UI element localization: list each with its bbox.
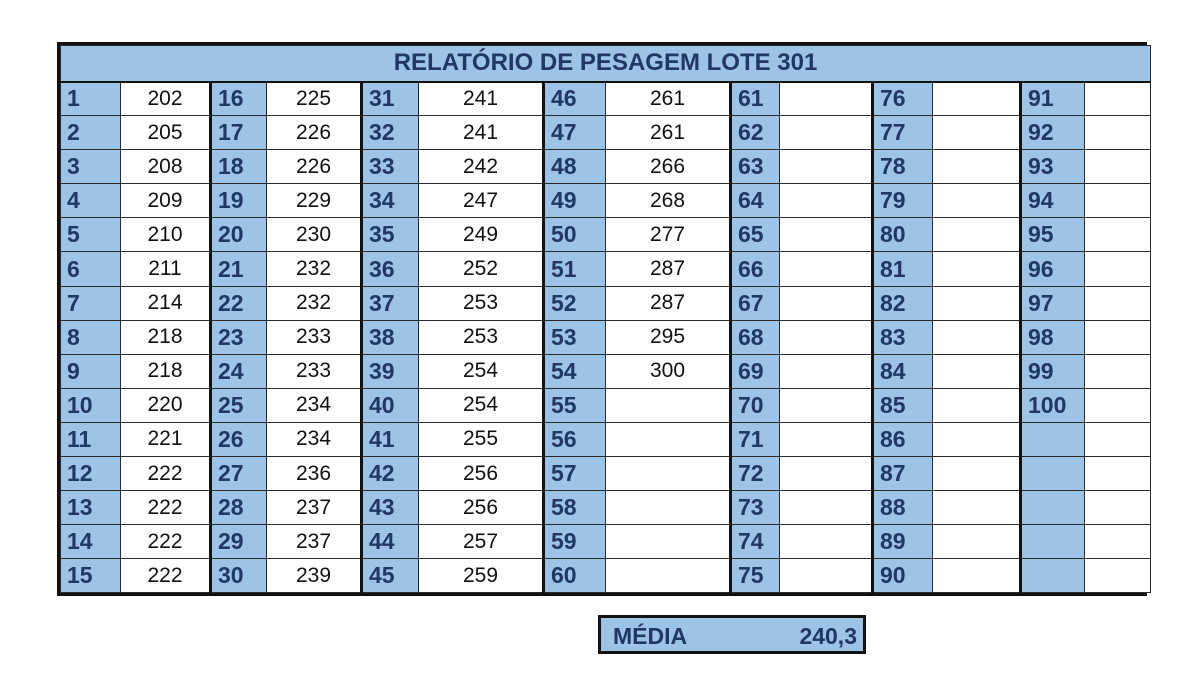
animal-number-cell: 94 [1021,184,1085,218]
weight-cell [933,82,1021,116]
weight-cell: 237 [267,525,362,559]
weight-cell [1085,457,1151,491]
weight-cell [1085,388,1151,422]
weight-cell [1085,525,1151,559]
animal-number-cell: 42 [362,457,419,491]
weight-cell [780,559,873,593]
weight-cell [606,559,731,593]
weight-cell [1085,286,1151,320]
animal-number-cell: 12 [61,457,121,491]
animal-number-cell: 23 [211,320,267,354]
animal-number-cell: 45 [362,559,419,593]
table-row [61,491,1151,525]
animal-number-cell [1021,559,1085,593]
animal-number-cell: 2 [61,116,121,150]
weight-cell: 226 [267,116,362,150]
table-row [61,559,1151,593]
animal-number-cell [1021,457,1085,491]
weight-cell [780,457,873,491]
weight-cell [933,286,1021,320]
animal-number-cell: 36 [362,252,419,286]
animal-number-cell: 9 [61,354,121,388]
animal-number-cell: 67 [731,286,780,320]
animal-number-cell: 74 [731,525,780,559]
animal-number-cell: 100 [1021,388,1085,422]
animal-number-cell: 25 [211,388,267,422]
animal-number-cell: 62 [731,116,780,150]
weight-cell: 214 [121,286,211,320]
table-body [61,82,1151,593]
weight-cell: 220 [121,388,211,422]
weight-cell [933,525,1021,559]
animal-number-cell: 83 [873,320,933,354]
table-row [61,320,1151,354]
animal-number-cell: 69 [731,354,780,388]
weight-cell: 259 [419,559,544,593]
weight-cell [933,184,1021,218]
animal-number-cell: 54 [544,354,606,388]
animal-number-cell: 35 [362,218,419,252]
weight-cell: 211 [121,252,211,286]
animal-number-cell [1021,525,1085,559]
weight-cell [1085,354,1151,388]
weight-cell [1085,559,1151,593]
animal-number-cell: 46 [544,82,606,116]
animal-number-cell: 8 [61,320,121,354]
animal-number-cell: 15 [61,559,121,593]
weighing-table [60,45,1151,593]
weight-cell: 241 [419,82,544,116]
animal-number-cell: 13 [61,491,121,525]
weight-cell [1085,252,1151,286]
weight-cell: 209 [121,184,211,218]
animal-number-cell: 96 [1021,252,1085,286]
weight-cell [606,525,731,559]
weight-cell: 208 [121,150,211,184]
weight-cell: 222 [121,559,211,593]
weight-cell: 256 [419,457,544,491]
weight-cell [933,491,1021,525]
animal-number-cell: 70 [731,388,780,422]
weight-cell [780,82,873,116]
weight-cell [933,320,1021,354]
animal-number-cell: 58 [544,491,606,525]
weight-cell: 234 [267,388,362,422]
table-row [61,252,1151,286]
animal-number-cell: 11 [61,422,121,456]
weight-cell [780,218,873,252]
animal-number-cell: 50 [544,218,606,252]
table-row [61,150,1151,184]
weight-cell: 261 [606,116,731,150]
animal-number-cell: 90 [873,559,933,593]
title-row [61,46,1151,82]
weight-cell [780,116,873,150]
animal-number-cell: 10 [61,388,121,422]
animal-number-cell [1021,491,1085,525]
weight-cell: 221 [121,422,211,456]
weight-cell: 253 [419,286,544,320]
animal-number-cell: 52 [544,286,606,320]
animal-number-cell: 71 [731,422,780,456]
weight-cell [606,491,731,525]
weight-cell: 252 [419,252,544,286]
weight-cell: 241 [419,116,544,150]
weight-cell [933,218,1021,252]
animal-number-cell: 43 [362,491,419,525]
weight-cell [1085,218,1151,252]
weight-cell [780,422,873,456]
animal-number-cell: 21 [211,252,267,286]
table-row [61,116,1151,150]
weight-cell [933,457,1021,491]
animal-number-cell: 80 [873,218,933,252]
animal-number-cell: 34 [362,184,419,218]
table-row [61,525,1151,559]
table-row [61,184,1151,218]
weight-cell: 202 [121,82,211,116]
weight-cell: 268 [606,184,731,218]
animal-number-cell: 81 [873,252,933,286]
animal-number-cell: 68 [731,320,780,354]
table-row [61,218,1151,252]
animal-number-cell: 78 [873,150,933,184]
animal-number-cell: 84 [873,354,933,388]
weight-cell [1085,184,1151,218]
weight-cell: 232 [267,286,362,320]
weight-cell: 255 [419,422,544,456]
animal-number-cell: 85 [873,388,933,422]
animal-number-cell: 32 [362,116,419,150]
animal-number-cell: 98 [1021,320,1085,354]
animal-number-cell: 41 [362,422,419,456]
average-label: MÉDIA [613,623,688,649]
weight-cell [1085,320,1151,354]
weight-cell [1085,491,1151,525]
weight-cell: 257 [419,525,544,559]
weighing-report [57,42,1147,596]
table-row [61,422,1151,456]
animal-number-cell: 86 [873,422,933,456]
animal-number-cell: 87 [873,457,933,491]
animal-number-cell: 82 [873,286,933,320]
animal-number-cell: 99 [1021,354,1085,388]
animal-number-cell: 40 [362,388,419,422]
animal-number-cell: 66 [731,252,780,286]
table-row [61,354,1151,388]
weight-cell: 225 [267,82,362,116]
animal-number-cell: 49 [544,184,606,218]
weight-cell: 287 [606,252,731,286]
weight-cell: 256 [419,491,544,525]
weight-cell: 233 [267,354,362,388]
animal-number-cell: 97 [1021,286,1085,320]
weight-cell: 242 [419,150,544,184]
weight-cell: 226 [267,150,362,184]
weight-cell [780,525,873,559]
animal-number-cell [1021,422,1085,456]
animal-number-cell: 1 [61,82,121,116]
animal-number-cell: 33 [362,150,419,184]
weight-cell [933,252,1021,286]
average-box [598,615,866,654]
animal-number-cell: 16 [211,82,267,116]
weight-cell: 237 [267,491,362,525]
weight-cell: 210 [121,218,211,252]
animal-number-cell: 53 [544,320,606,354]
animal-number-cell: 31 [362,82,419,116]
animal-number-cell: 59 [544,525,606,559]
weight-cell [606,422,731,456]
animal-number-cell: 39 [362,354,419,388]
animal-number-cell: 5 [61,218,121,252]
weight-cell [1085,116,1151,150]
animal-number-cell: 92 [1021,116,1085,150]
animal-number-cell: 27 [211,457,267,491]
animal-number-cell: 48 [544,150,606,184]
weight-cell [1085,422,1151,456]
animal-number-cell: 6 [61,252,121,286]
animal-number-cell: 19 [211,184,267,218]
animal-number-cell: 47 [544,116,606,150]
weight-cell [780,320,873,354]
weight-cell: 247 [419,184,544,218]
weight-cell: 218 [121,320,211,354]
weight-cell: 230 [267,218,362,252]
weight-cell [933,559,1021,593]
weight-cell [780,286,873,320]
animal-number-cell: 29 [211,525,267,559]
weight-cell: 233 [267,320,362,354]
animal-number-cell: 73 [731,491,780,525]
table-row [61,82,1151,116]
weight-cell: 222 [121,457,211,491]
weight-cell [933,354,1021,388]
animal-number-cell: 4 [61,184,121,218]
animal-number-cell: 79 [873,184,933,218]
weight-cell: 239 [267,559,362,593]
animal-number-cell: 63 [731,150,780,184]
weight-cell [780,184,873,218]
animal-number-cell: 60 [544,559,606,593]
weight-cell: 218 [121,354,211,388]
weight-cell [1085,82,1151,116]
weight-cell: 222 [121,491,211,525]
weight-cell [780,150,873,184]
report-title: RELATÓRIO DE PESAGEM LOTE 301 [61,46,1151,82]
weight-cell: 277 [606,218,731,252]
animal-number-cell: 88 [873,491,933,525]
weight-cell: 254 [419,354,544,388]
table-row [61,457,1151,491]
weight-cell [933,422,1021,456]
weight-cell [606,388,731,422]
animal-number-cell: 30 [211,559,267,593]
animal-number-cell: 7 [61,286,121,320]
weight-cell: 249 [419,218,544,252]
animal-number-cell: 28 [211,491,267,525]
table-row [61,388,1151,422]
animal-number-cell: 91 [1021,82,1085,116]
animal-number-cell: 3 [61,150,121,184]
weight-cell: 300 [606,354,731,388]
weight-cell [780,252,873,286]
weight-cell: 205 [121,116,211,150]
animal-number-cell: 26 [211,422,267,456]
animal-number-cell: 75 [731,559,780,593]
animal-number-cell: 20 [211,218,267,252]
weight-cell [606,457,731,491]
animal-number-cell: 14 [61,525,121,559]
animal-number-cell: 22 [211,286,267,320]
weight-cell: 253 [419,320,544,354]
animal-number-cell: 93 [1021,150,1085,184]
weight-cell: 295 [606,320,731,354]
animal-number-cell: 61 [731,82,780,116]
weight-cell: 232 [267,252,362,286]
animal-number-cell: 51 [544,252,606,286]
average-value: 240,3 [799,623,857,649]
weight-cell [780,491,873,525]
animal-number-cell: 72 [731,457,780,491]
animal-number-cell: 95 [1021,218,1085,252]
animal-number-cell: 55 [544,388,606,422]
weight-cell: 287 [606,286,731,320]
animal-number-cell: 56 [544,422,606,456]
animal-number-cell: 44 [362,525,419,559]
weight-cell [780,388,873,422]
weight-cell: 222 [121,525,211,559]
animal-number-cell: 38 [362,320,419,354]
animal-number-cell: 65 [731,218,780,252]
weight-cell [780,354,873,388]
animal-number-cell: 76 [873,82,933,116]
animal-number-cell: 17 [211,116,267,150]
animal-number-cell: 64 [731,184,780,218]
animal-number-cell: 18 [211,150,267,184]
animal-number-cell: 57 [544,457,606,491]
animal-number-cell: 37 [362,286,419,320]
weight-cell [933,388,1021,422]
weight-cell: 254 [419,388,544,422]
weight-cell: 261 [606,82,731,116]
weight-cell: 236 [267,457,362,491]
animal-number-cell: 89 [873,525,933,559]
weight-cell [1085,150,1151,184]
table-row [61,286,1151,320]
animal-number-cell: 24 [211,354,267,388]
animal-number-cell: 77 [873,116,933,150]
weight-cell: 229 [267,184,362,218]
weight-cell [933,150,1021,184]
weight-cell: 266 [606,150,731,184]
weight-cell: 234 [267,422,362,456]
weight-cell [933,116,1021,150]
